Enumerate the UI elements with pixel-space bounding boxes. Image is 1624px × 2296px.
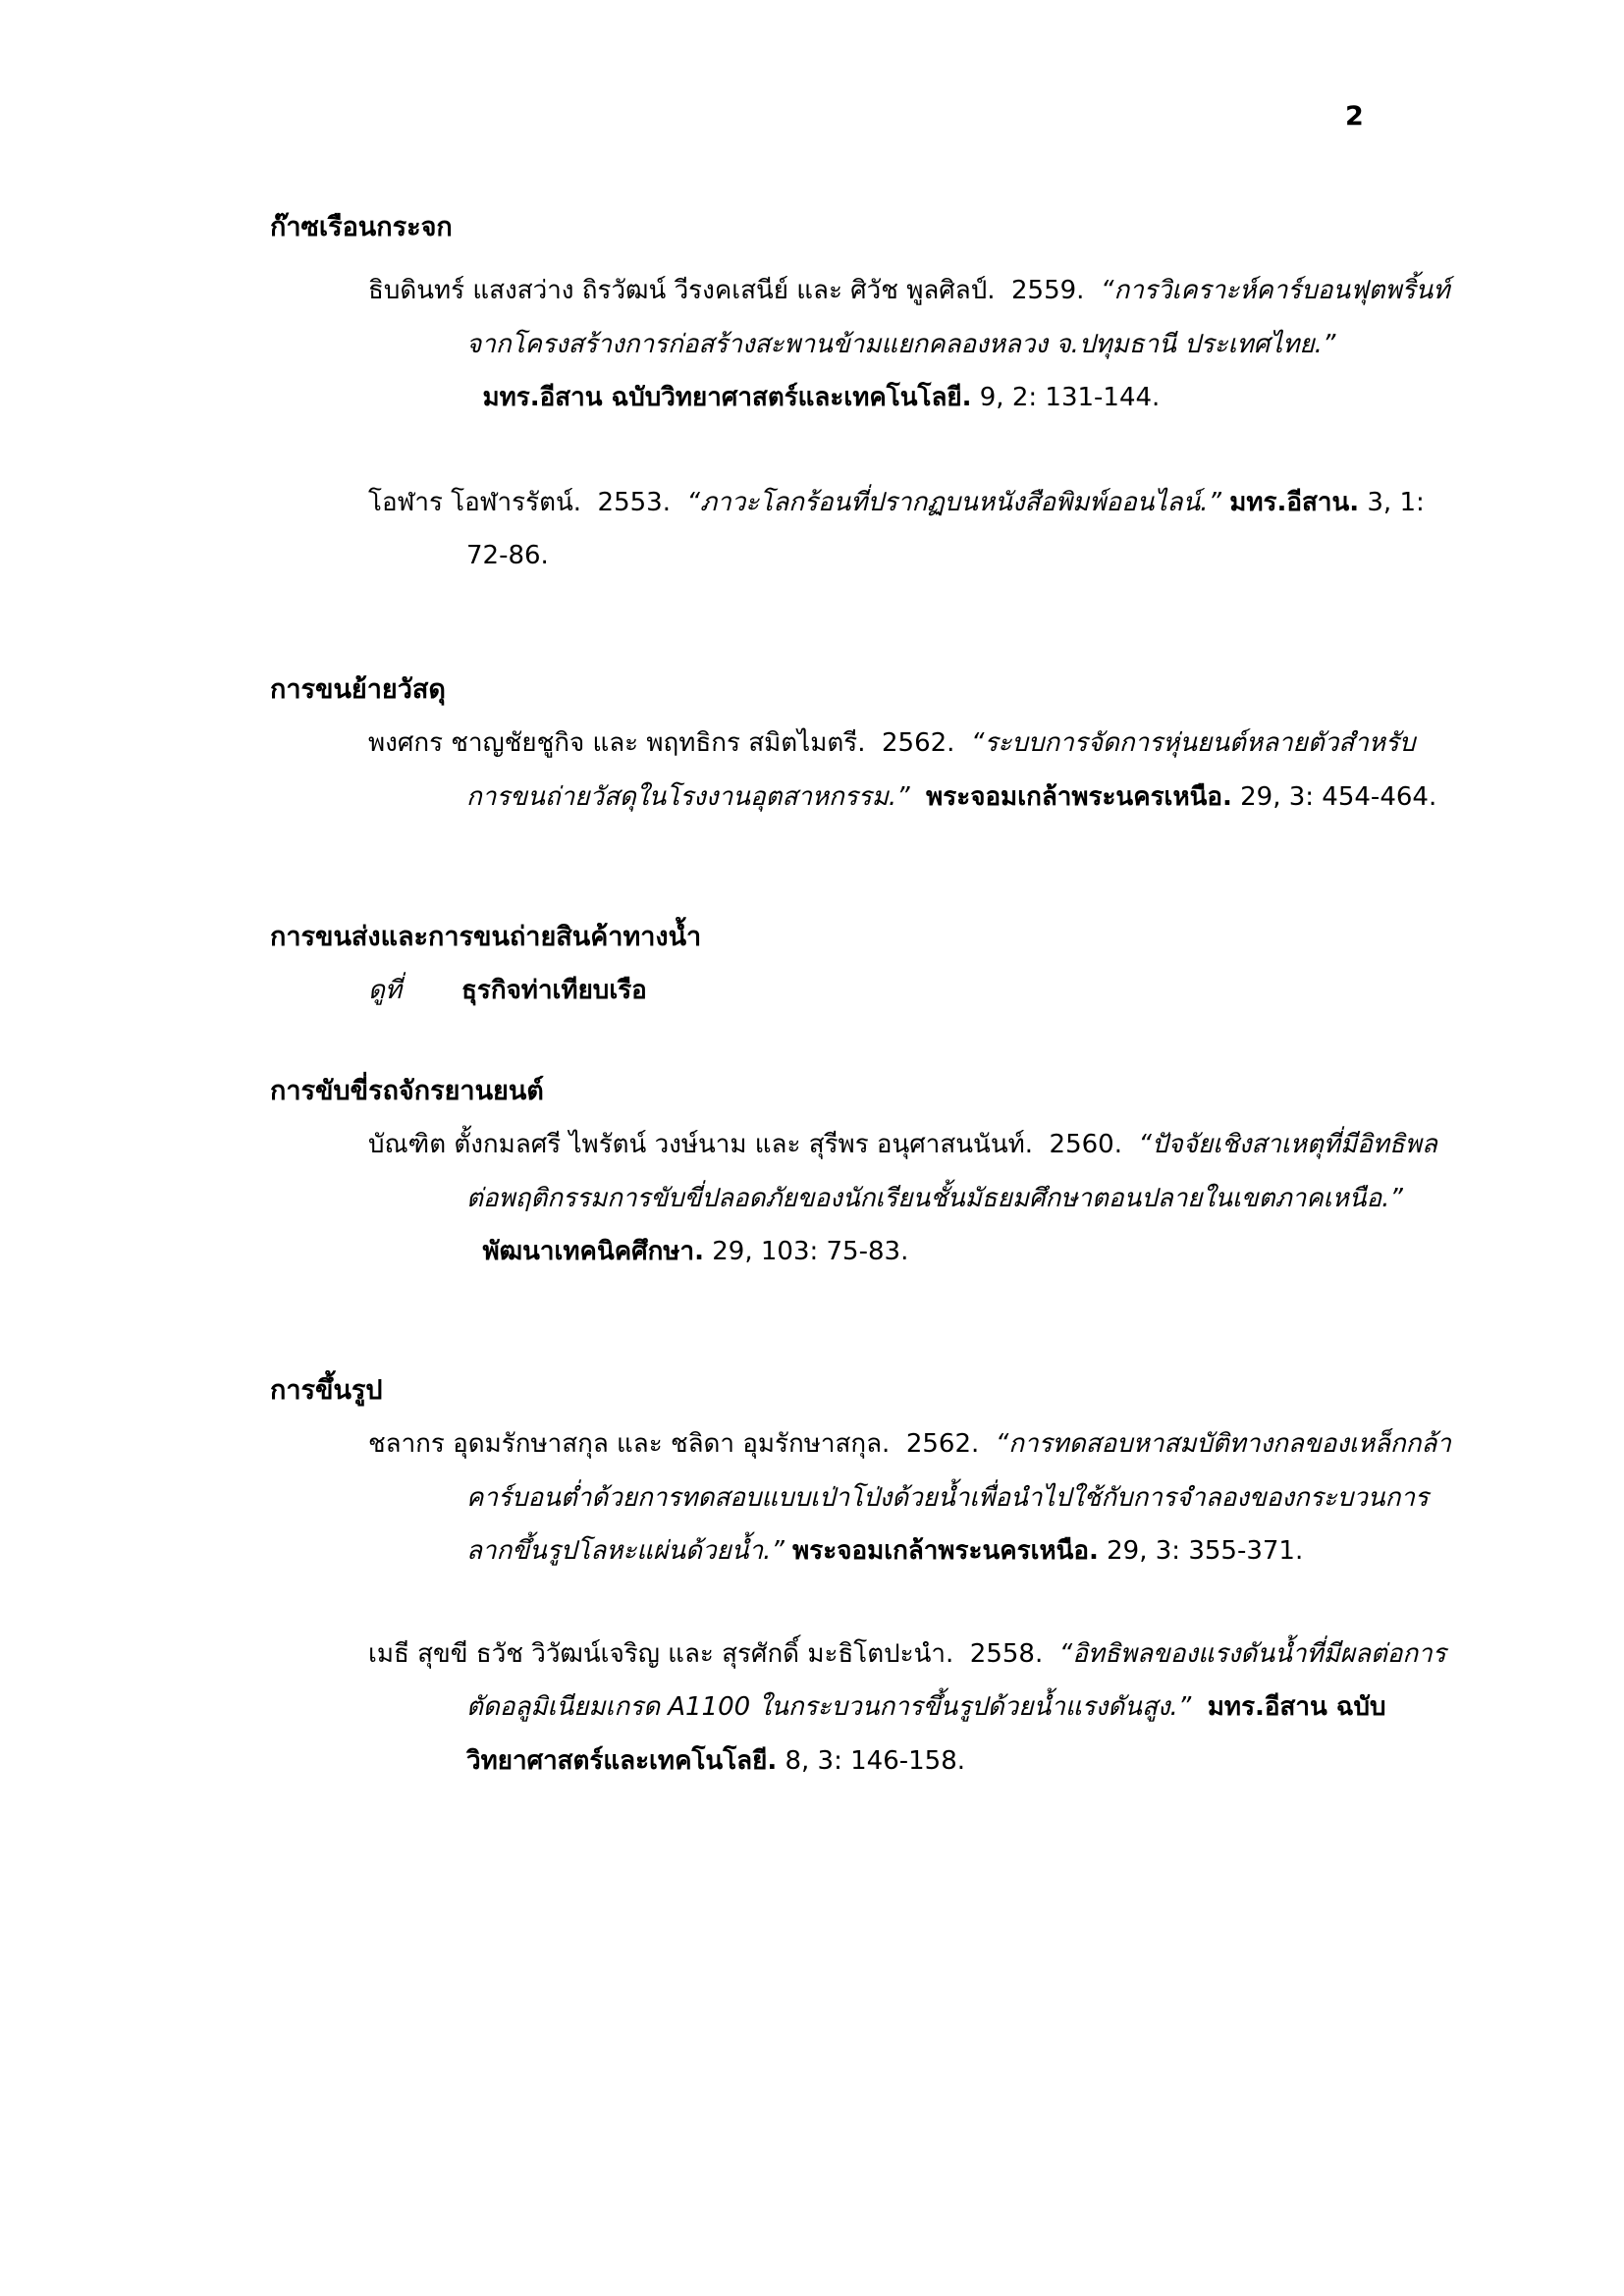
entry-authors: บัณฑิต ตั้งกมลศรี ไพรัตน์ วงษ์นาม และ สุรีพร อนุศาสนนันท์. [368,1130,1034,1159]
section-heading: การขึ้นรูป [270,1375,383,1406]
section-forming [270,1364,1451,1788]
page-number: 2 [1345,101,1364,132]
section-greenhouse-gas [270,201,1450,583]
entry-details: 29, 3: 454-464. [1240,781,1437,812]
reference-entry [368,1417,1453,1578]
entry-authors: ธิบดินทร์ แสงสว่าง ถิรวัฒน์ วีรงคเสนีย์ และ ศิวัช พูลศิลป์. [368,276,996,305]
reference-entry [368,476,1453,583]
section-heading: การขนย้ายวัสดุ [270,674,446,705]
see-also-target[interactable]: ธุรกิจท่าเทียบเรือ [461,976,647,1005]
entry-journal: พัฒนาเทคนิคศึกษา. [482,1237,704,1266]
reference-entry [368,264,1453,425]
entry-authors: พงศกร ชาญชัยชูกิจ และ พฤทธิกร สมิตไมตรี. [368,728,866,758]
entry-journal: มทร.อีสาน ฉบับวิทยาศาสตร์และเทคโนโลยี. [482,383,972,412]
entry-year: 2553. [597,487,671,517]
reference-entry [368,717,1453,824]
entry-journal: มทร.อีสาน ฉบับวิทยาศาสตร์และเทคโนโลยี. [466,1692,1386,1776]
section-motorcycle-riding [270,1065,1437,1279]
entry-year: 2562. [905,1429,980,1459]
reference-entry [368,1628,1453,1789]
entry-title: “อิทธิพลของแรงดันน้ำที่มีผลต่อการตัดอลูมิเนียมเกรด A1100 ในกระบวนการขึ้นรูปด้วยน้ำแรงดันสูง.” [466,1638,1446,1722]
entry-authors: โอฬาร โอฬารรัตน์. [368,487,581,517]
section-material-handling [270,664,1437,824]
section-heading: การขนส่งและการขนถ่ายสินค้าทางน้ำ [270,922,702,952]
entry-details: 29, 103: 75-83. [712,1237,909,1266]
entry-title: “ปัจจัยเชิงสาเหตุที่มีอิทธิพลต่อพฤติกรรมการขับขี่ปลอดภัยของนักเรียนชั้นมัธยมศึกษาตอนปลายในเขตภาคเหนือ.” [466,1130,1437,1213]
entry-details: 3, 1: 72-86. [466,487,1425,570]
see-also-label: ดูที่ [368,976,403,1005]
entry-details: 8, 3: 146-158. [785,1745,966,1776]
entry-journal: พระจอมเกล้าพระนครเหนือ. [926,781,1232,812]
entry-year: 2560. [1049,1130,1122,1159]
entry-title: “การวิเคราะห์คาร์บอนฟุตพริ้นท์จากโครงสร้างการก่อสร้างสะพานข้ามแยกคลองหลวง จ.ปทุมธานี ประเทศไทย.” [466,276,1450,359]
entry-title: “ภาวะโลกร้อนที่ปรากฏบนหนังสือพิมพ์ออนไลน์.” [686,487,1221,517]
section-heading: ก๊าซเรือนกระจก [270,212,453,242]
section-heading: การขับขี่รถจักรยานยนต์ [270,1076,544,1106]
entry-title: “ระบบการจัดการหุ่นยนต์หลายตัวสำหรับการขนถ่ายวัสดุในโรงงานอุตสาหกรรม.” [466,728,1416,812]
entry-details: 9, 2: 131-144. [979,383,1161,412]
entry-year: 2558. [969,1638,1044,1669]
entry-year: 2559. [1011,276,1085,305]
entry-authors: เมธี สุขขี ธวัช วิวัฒน์เจริญ และ สุรศักดิ์ มะธิโตปะนำ. [368,1638,954,1669]
entry-details: 29, 3: 355-371. [1107,1536,1304,1566]
section-water-transport [270,911,1380,1017]
entry-title: “การทดสอบหาสมบัติทางกลของเหล็กกล้าคาร์บอนต่ำด้วยการทดสอบแบบเป่าโป่งด้วยน้ำเพื่อนำไปใช้กับการจำลองของกระบวนการลากขึ้นรูปโลหะแผ่นด้วยน้ำ.” [466,1429,1451,1566]
entry-year: 2562. [882,728,955,758]
entry-journal: พระจอมเกล้าพระนครเหนือ. [792,1536,1099,1566]
entry-journal: มทร.อีสาน. [1229,487,1360,517]
entry-authors: ชลากร อุดมรักษาสกุล และ ชลิดา อุมรักษาสกุล. [368,1429,891,1459]
reference-entry [368,1118,1453,1279]
see-also [368,964,1478,1017]
